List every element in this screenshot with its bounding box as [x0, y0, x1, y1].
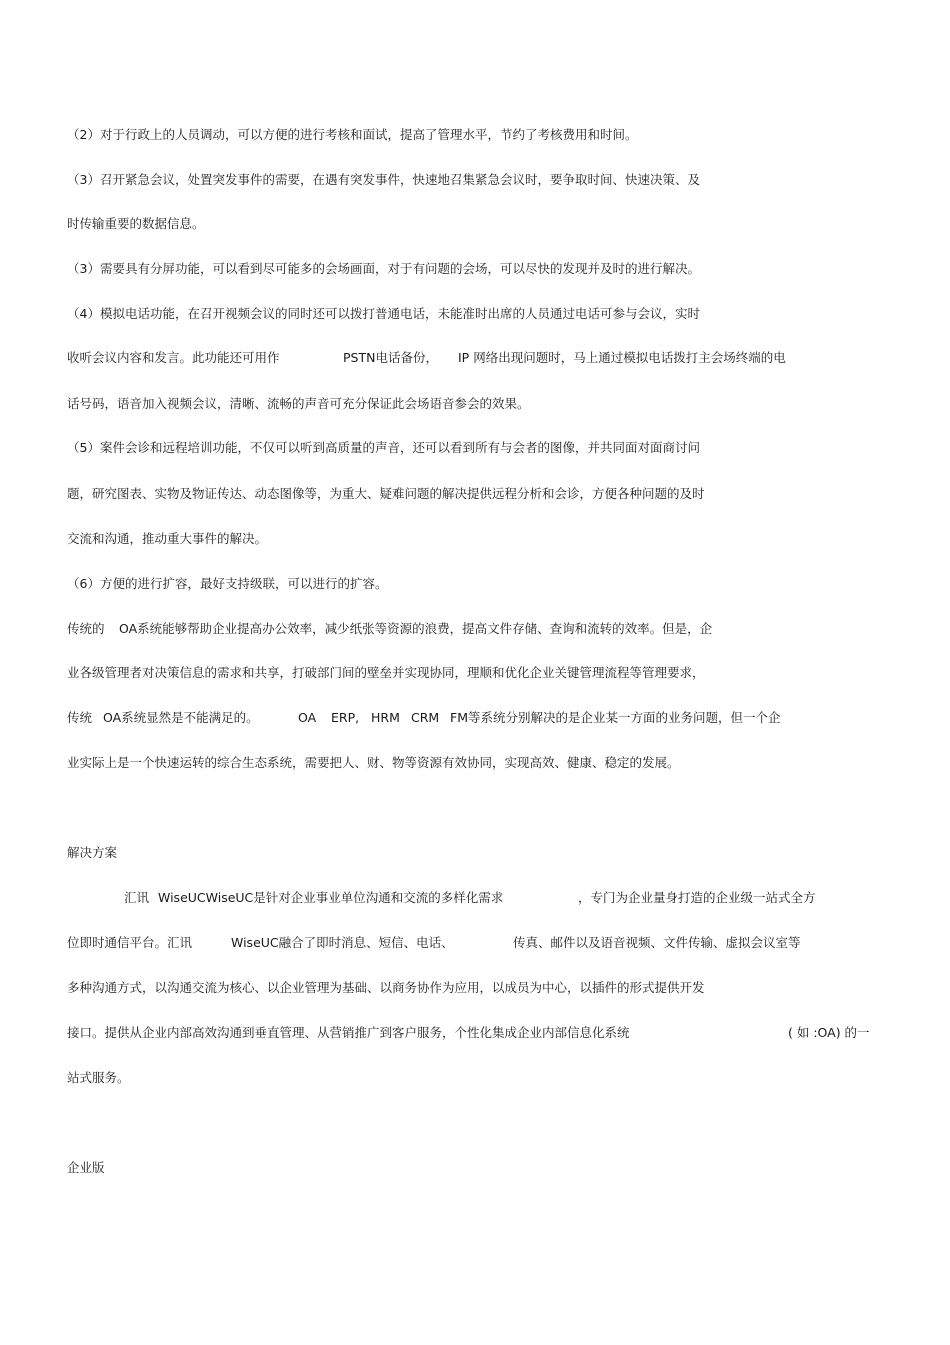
text-segment: OA系统显然是不能满足的。	[103, 710, 259, 725]
text-segment: 交流和沟通，推动重大事件的解决。	[67, 531, 268, 546]
text-segment: （3）召开紧急会议，处置突发事件的需要，在遇有突发事件，快速地召集紧急会议时，要争取时间、快速决策、及	[67, 172, 700, 187]
text-segment: （2）对于行政上的人员调动，可以方便的进行考核和面试，提高了管理水平，节约了考核费用和时间。	[67, 127, 638, 142]
text-segment: ( 如 :OA) 的一	[788, 1025, 870, 1040]
text-segment: WiseUCWiseUC是针对企业事业单位沟通和交流的多样化需求	[158, 890, 504, 905]
text-segment: 传统的	[67, 621, 105, 636]
text-segment: 站式服务。	[67, 1070, 130, 1085]
text-segment: 位即时通信平台。汇讯	[67, 935, 193, 950]
text-segment: 解决方案	[67, 845, 118, 860]
text-segment: 时传输重要的数据信息。	[67, 216, 205, 231]
text-segment: 传统	[67, 710, 93, 725]
text-segment: WiseUC融合了即时消息、短信、电话、	[231, 935, 454, 950]
text-segment: PSTN电话备份，	[343, 350, 438, 365]
text-segment: （5）案件会诊和远程培训功能，不仅可以听到高质量的声音，还可以看到所有与会者的图像，并共同面对面商讨问	[67, 440, 700, 455]
text-segment: 传真、邮件以及语音视频、文件传输、虚拟会议室等	[513, 935, 801, 950]
text-segment: OA	[298, 710, 317, 725]
text-segment: 多种沟通方式，以沟通交流为核心、以企业管理为基础、以商务协作为应用，以成员为中心，以插件的形式提供开发	[67, 980, 705, 995]
text-segment: ，专门为企业量身打造的企业级一站式全方	[578, 890, 816, 905]
text-segment: （4）模拟电话功能，在召开视频会议的同时还可以拨打普通电话，未能准时出席的人员通过电话可参与会议，实时	[67, 306, 700, 321]
text-segment: FM等系统分别解决的是企业某一方面的业务问题，但一个企	[450, 710, 781, 725]
text-segment: 汇讯	[124, 890, 150, 905]
text-segment: 题，研究图表、实物及物证传达、动态图像等，为重大、疑难问题的解决提供远程分析和会诊，方便各种问题的及时	[67, 486, 705, 501]
text-segment: （6）方便的进行扩容，最好支持级联，可以进行的扩容。	[67, 576, 388, 591]
text-segment: 接口。提供从企业内部高效沟通到垂直管理、从营销推广到客户服务，个性化集成企业内部信息化系统	[67, 1025, 630, 1040]
text-segment: IP 网络出现问题时，马上通过模拟电话拨打主会场终端的电	[458, 350, 786, 365]
text-segment: 企业版	[67, 1160, 105, 1175]
text-segment: 业实际上是一个快速运转的综合生态系统，需要把人、财、物等资源有效协同，实现高效、健康、稳定的发展。	[67, 755, 680, 770]
text-segment: HRM	[371, 710, 400, 725]
text-segment: 话号码，语音加入视频会议，清晰、流畅的声音可充分保证此会场语音参会的效果。	[67, 396, 530, 411]
text-segment: 业各级管理者对决策信息的需求和共享，打破部门间的壁垒并实现协同，理顺和优化企业关键管理流程等管理要求，	[67, 665, 705, 680]
text-segment: ERP,	[331, 710, 360, 725]
text-segment: CRM	[411, 710, 440, 725]
text-segment: 收听会议内容和发言。此功能还可用作	[67, 350, 280, 365]
text-segment: （3）需要具有分屏功能，可以看到尽可能多的会场画面，对于有问题的会场，可以尽快的发现并及时的进行解决。	[67, 261, 700, 276]
text-segment: OA系统能够帮助企业提高办公效率，减少纸张等资源的浪费，提高文件存储、查询和流转的效率。但是，企	[119, 621, 713, 636]
